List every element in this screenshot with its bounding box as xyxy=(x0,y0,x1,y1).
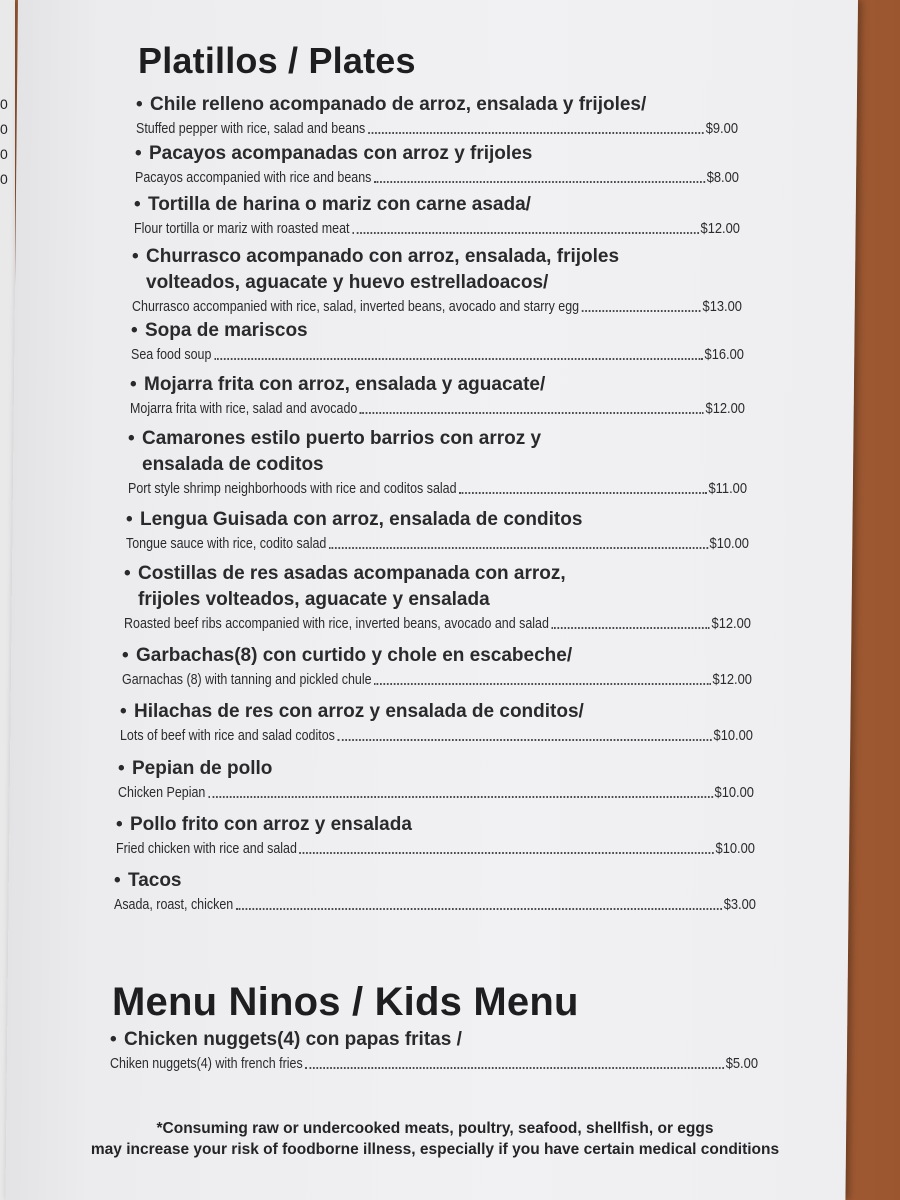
kids-section-title: Menu Ninos / Kids Menu xyxy=(112,980,579,1024)
menu-item xyxy=(122,643,752,691)
item-spanish-line: Tortilla de harina o mariz con carne asada/ xyxy=(148,194,531,215)
item-english-row xyxy=(136,118,738,140)
item-spanish-name xyxy=(130,372,745,398)
item-spanish-name xyxy=(118,756,754,782)
bullet-icon: • xyxy=(130,374,137,395)
item-english-row xyxy=(110,1053,758,1075)
item-price: $5.00 xyxy=(725,1055,758,1072)
item-spanish-line: Chicken nuggets(4) con papas fritas / xyxy=(124,1029,462,1050)
item-spanish-line: Mojarra frita con arroz, ensalada y aguacate/ xyxy=(144,374,546,395)
item-spanish-name xyxy=(136,92,738,118)
item-english-name: Fried chicken with rice and salad xyxy=(116,841,297,857)
menu-item xyxy=(118,756,754,804)
bullet-icon: • xyxy=(118,758,125,779)
bullet-icon: • xyxy=(136,94,143,115)
item-spanish-line: Tacos xyxy=(128,870,182,891)
item-english-row xyxy=(120,725,753,747)
bullet-icon: • xyxy=(134,194,141,215)
item-spanish-name xyxy=(135,141,739,167)
menu-item xyxy=(130,372,745,420)
item-english-row xyxy=(116,838,755,860)
item-english-name: Asada, roast, chicken xyxy=(114,897,234,913)
left-digit: 0 xyxy=(0,121,8,137)
item-price: $9.00 xyxy=(705,120,738,137)
bullet-icon: • xyxy=(120,701,127,722)
item-english-row xyxy=(118,782,754,804)
dot-leader xyxy=(208,796,713,798)
item-spanish-name xyxy=(124,561,751,613)
item-price: $8.00 xyxy=(706,169,739,186)
item-spanish-line: ensalada de coditos xyxy=(142,454,324,475)
dot-leader xyxy=(214,358,703,360)
item-english-name: Port style shrimp neighborhoods with rice and coditos salad xyxy=(128,481,457,497)
item-english-name: Churrasco accompanied with rice, salad, inverted beans, avocado and starry egg xyxy=(132,299,580,315)
item-spanish-name xyxy=(132,244,742,296)
bullet-icon: • xyxy=(122,645,129,666)
item-price: $12.00 xyxy=(712,671,752,688)
item-spanish-line: Garbachas(8) con curtido y chole en escabeche/ xyxy=(136,645,573,666)
item-english-row xyxy=(114,894,756,916)
menu-item xyxy=(134,192,740,240)
dot-leader xyxy=(352,232,699,234)
menu-item xyxy=(135,141,739,189)
menu-item xyxy=(114,868,756,916)
item-english-row xyxy=(132,296,742,318)
item-spanish-name xyxy=(116,812,755,838)
menu-item xyxy=(136,92,738,140)
item-english-row xyxy=(135,167,739,189)
dot-leader xyxy=(360,412,704,414)
item-english-row xyxy=(122,669,752,691)
item-spanish-name xyxy=(134,192,740,218)
item-english-row xyxy=(130,398,745,420)
bullet-icon: • xyxy=(135,143,142,164)
item-spanish-line: Chile relleno acompanado de arroz, ensalada y frijoles/ xyxy=(150,94,647,115)
item-spanish-line: Lengua Guisada con arroz, ensalada de conditos xyxy=(140,509,583,530)
item-spanish-line: Churrasco acompanado con arroz, ensalada, frijoles xyxy=(146,246,620,267)
item-spanish-name xyxy=(122,643,752,669)
food-safety-disclaimer xyxy=(60,1118,810,1160)
item-price: $12.00 xyxy=(711,615,751,632)
dot-leader xyxy=(236,908,722,910)
dot-leader xyxy=(305,1067,724,1069)
bullet-icon: • xyxy=(126,509,133,530)
item-price: $16.00 xyxy=(704,346,744,363)
item-english-name: Tongue sauce with rice, codito salad xyxy=(126,536,327,552)
menu-item xyxy=(120,699,753,747)
dot-leader xyxy=(337,739,711,741)
item-english-name: Sea food soup xyxy=(131,347,212,363)
item-price: $12.00 xyxy=(705,400,745,417)
item-spanish-name xyxy=(126,507,749,533)
item-spanish-line: Camarones estilo puerto barrios con arroz y xyxy=(142,428,542,449)
item-spanish-line: frijoles volteados, aguacate y ensalada xyxy=(138,589,490,610)
item-spanish-line: volteados, aguacate y huevo estrelladoacos/ xyxy=(146,272,549,293)
item-price: $13.00 xyxy=(702,298,742,315)
menu-item xyxy=(131,318,744,366)
item-spanish-line: Pollo frito con arroz y ensalada xyxy=(130,814,412,835)
menu-item xyxy=(128,426,747,500)
dot-leader xyxy=(582,310,701,312)
item-english-name: Mojarra frita with rice, salad and avocado xyxy=(130,401,358,417)
item-english-name: Pacayos accompanied with rice and beans xyxy=(135,170,372,186)
item-price: $10.00 xyxy=(713,727,753,744)
item-price: $10.00 xyxy=(715,840,755,857)
item-spanish-name xyxy=(110,1027,758,1053)
dot-leader xyxy=(374,683,711,685)
bullet-icon: • xyxy=(131,320,138,341)
item-price: $10.00 xyxy=(709,535,749,552)
item-price: $10.00 xyxy=(714,784,754,801)
bullet-icon: • xyxy=(110,1029,117,1050)
dot-leader xyxy=(459,492,707,494)
bullet-icon: • xyxy=(132,246,139,267)
item-english-row xyxy=(134,218,740,240)
dot-leader xyxy=(368,132,704,134)
dot-leader xyxy=(374,181,705,183)
item-price: $11.00 xyxy=(708,480,747,497)
item-price: $12.00 xyxy=(700,220,740,237)
item-english-name: Chiken nuggets(4) with french fries xyxy=(110,1056,303,1072)
dot-leader xyxy=(552,627,710,629)
item-spanish-line: Pacayos acompanadas con arroz y frijoles xyxy=(149,143,533,164)
plates-section-title: Platillos / Plates xyxy=(138,40,416,81)
item-spanish-line: Pepian de pollo xyxy=(132,758,273,779)
menu-item xyxy=(126,507,749,555)
item-english-name: Stuffed pepper with rice, salad and beans xyxy=(136,121,366,137)
item-price: $3.00 xyxy=(723,896,756,913)
menu-item xyxy=(116,812,755,860)
item-english-name: Lots of beef with rice and salad coditos xyxy=(120,728,335,744)
item-spanish-name xyxy=(131,318,744,344)
left-digit: 0 xyxy=(0,171,8,187)
item-english-row xyxy=(124,613,751,635)
disclaimer-line-1: *Consuming raw or undercooked meats, poultry, seafood, shellfish, or eggs xyxy=(156,1120,714,1137)
menu-item xyxy=(132,244,742,318)
item-english-name: Roasted beef ribs accompanied with rice, inverted beans, avocado and salad xyxy=(124,616,549,632)
item-english-name: Chicken Pepian xyxy=(118,785,206,801)
menu-item xyxy=(124,561,751,635)
bullet-icon: • xyxy=(116,814,123,835)
item-english-name: Flour tortilla or mariz with roasted meat xyxy=(134,221,350,237)
item-english-row xyxy=(128,478,747,500)
item-english-row xyxy=(126,533,749,555)
dot-leader xyxy=(329,547,708,549)
disclaimer-line-2: may increase your risk of foodborne illness, especially if you have certain medical conditions xyxy=(90,1141,780,1158)
menu-item xyxy=(110,1027,758,1075)
left-digit: 0 xyxy=(0,96,8,112)
item-spanish-line: Hilachas de res con arroz y ensalada de conditos/ xyxy=(134,701,584,722)
left-digit: 0 xyxy=(0,146,8,162)
bullet-icon: • xyxy=(114,870,121,891)
item-spanish-line: Costillas de res asadas acompanada con arroz, xyxy=(138,563,566,584)
item-english-row xyxy=(131,344,744,366)
bullet-icon: • xyxy=(124,563,131,584)
item-english-name: Garnachas (8) with tanning and pickled chule xyxy=(122,672,372,688)
item-spanish-name xyxy=(114,868,756,894)
item-spanish-name xyxy=(120,699,753,725)
bullet-icon: • xyxy=(128,428,135,449)
item-spanish-line: Sopa de mariscos xyxy=(145,320,308,341)
item-spanish-name xyxy=(128,426,747,478)
dot-leader xyxy=(299,852,713,854)
